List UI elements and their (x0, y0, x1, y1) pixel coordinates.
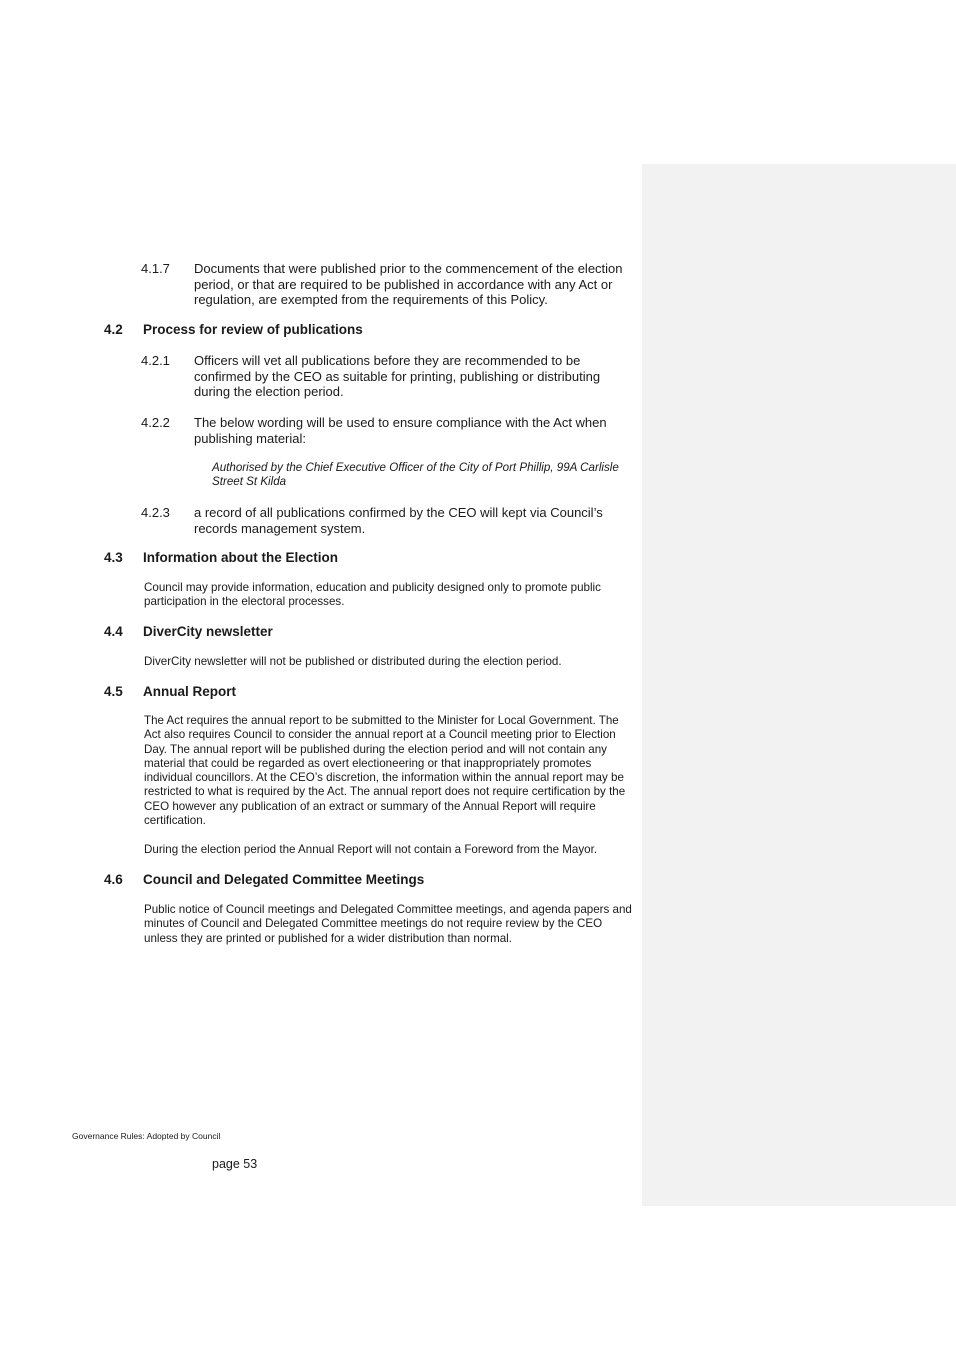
section-heading-4-2 (104, 322, 363, 338)
section-title: Process for review of publications (143, 322, 363, 337)
comment-margin-pane (642, 164, 956, 1206)
footer-text: Governance Rules: Adopted by Council (72, 1131, 221, 1141)
page-number: page 53 (212, 1157, 258, 1171)
clause-text: Documents that were published prior to the commencement of the election period, or that are required to be published in accordance with any Act or regulation, are exempted from the requirements of this Policy. (194, 261, 623, 307)
clause-4-2-2 (141, 415, 636, 446)
paragraph-4-5-a: The Act requires the annual report to be submitted to the Minister for Local Government. The Act also requires Council to consider the annual report at a Council meeting prior to Election Day. The annual report will be published during the election period and will not contain any material that could be regarded as overt electioneering or that inappropriately promotes individual councillors. At the CEO’s discretion, the information within the annual report may be restricted to what is required by the Act. The annual report does not require certification by the CEO however any publication of an extract or summary of the Annual Report will require certification. (144, 714, 626, 828)
clause-number: 4.2.3 (141, 505, 170, 520)
section-title: DiverCity newsletter (143, 624, 273, 639)
section-title: Information about the Election (143, 550, 338, 565)
paragraph-4-6: Public notice of Council meetings and Delegated Committee meetings, and agenda papers and minutes of Council and Delegated Committee meetings do not require review by the CEO unless they are printed or published for a wider distribution than normal. (144, 903, 632, 945)
section-heading-4-5 (104, 684, 236, 700)
section-number: 4.5 (104, 684, 123, 699)
clause-number: 4.2.1 (141, 353, 170, 368)
paragraph-4-3: Council may provide information, education and publicity designed only to promote public participation in the electoral processes. (144, 581, 601, 609)
section-title: Annual Report (143, 684, 236, 699)
clause-text: Officers will vet all publications before they are recommended to be confirmed by the CEO as suitable for printing, publishing or distributing during the election period. (194, 353, 601, 399)
paragraph-4-4: DiverCity newsletter will not be published or distributed during the election period. (144, 655, 562, 668)
clause-4-2-1 (141, 353, 636, 400)
section-heading-4-6 (104, 872, 424, 888)
clause-number: 4.2.2 (141, 415, 170, 430)
authorisation-statement: Authorised by the Chief Executive Officer of the City of Port Phillip, 99A Carlisle Street St Kilda (212, 461, 619, 489)
clause-4-1-7 (141, 261, 636, 308)
section-title: Council and Delegated Committee Meetings (143, 872, 425, 887)
section-heading-4-3 (104, 550, 338, 566)
paragraph-4-5-b: During the election period the Annual Report will not contain a Foreword from the Mayor. (144, 843, 598, 856)
clause-4-2-3 (141, 505, 636, 536)
section-number: 4.2 (104, 322, 123, 337)
section-number: 4.3 (104, 550, 123, 565)
section-number: 4.6 (104, 872, 123, 887)
clause-text: The below wording will be used to ensure compliance with the Act when publishing material: (194, 415, 607, 446)
clause-text: a record of all publications confirmed by the CEO will kept via Council’s records management system. (194, 505, 603, 536)
clause-number: 4.1.7 (141, 261, 170, 276)
section-number: 4.4 (104, 624, 123, 639)
section-heading-4-4 (104, 624, 273, 640)
